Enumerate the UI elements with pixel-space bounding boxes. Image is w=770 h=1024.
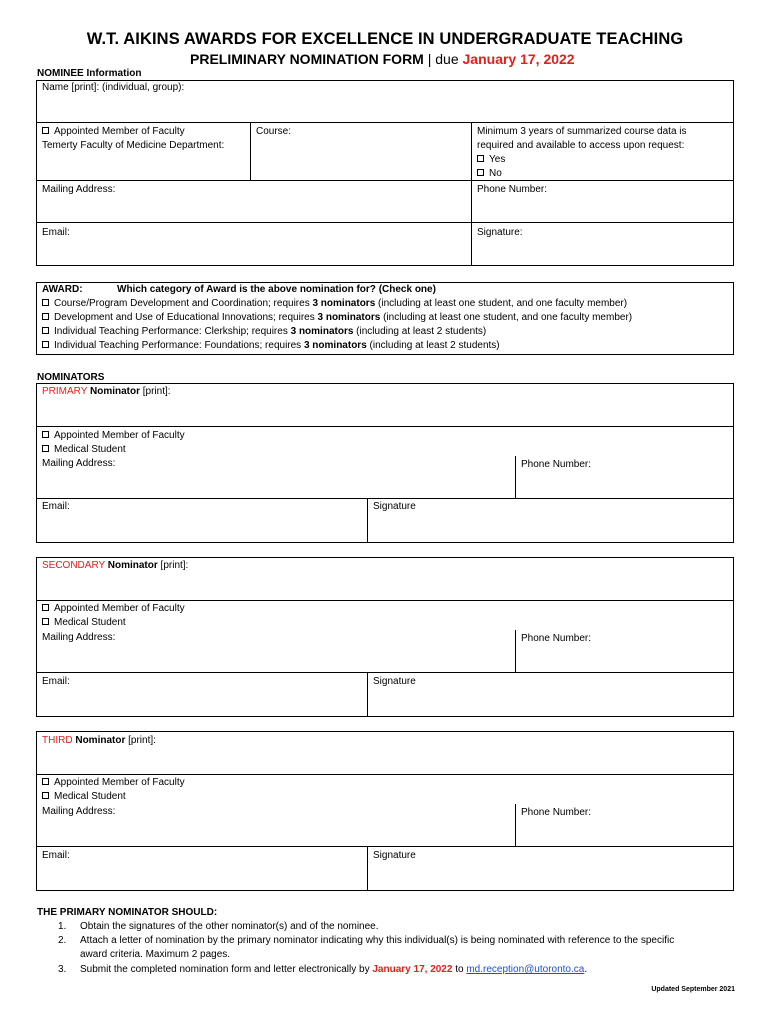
divider	[515, 456, 516, 498]
divider	[36, 846, 734, 847]
secondary-nominator-box	[36, 557, 734, 717]
divider	[36, 774, 734, 775]
checkbox-label: Medical Student	[54, 444, 126, 455]
secondary-student-checkbox[interactable]	[42, 616, 126, 630]
award-option-requirement: 3 nominators	[312, 298, 376, 309]
checkbox-icon[interactable]	[42, 445, 49, 452]
third-signature-field[interactable]: Signature	[373, 850, 416, 861]
secondary-faculty-checkbox[interactable]	[42, 602, 185, 616]
checkbox-label: Medical Student	[54, 617, 126, 628]
updated-note: Updated September 2021	[651, 986, 735, 993]
award-option-requirement: 3 nominators	[290, 326, 354, 337]
due-date: January 17, 2022	[462, 51, 575, 67]
instruction-number: 3.	[58, 964, 67, 975]
third-faculty-checkbox[interactable]	[42, 776, 185, 790]
course-data-note-2: required and available to access upon request:	[477, 140, 685, 151]
nominee-department-field[interactable]: Temerty Faculty of Medicine Department:	[42, 140, 225, 151]
checkbox-icon[interactable]	[42, 792, 49, 799]
award-option-text: Individual Teaching Performance: Foundations; requires	[54, 340, 304, 351]
instruction-item-3	[80, 963, 587, 977]
checkbox-icon[interactable]	[477, 155, 484, 162]
divider	[367, 498, 368, 543]
secondary-nominator-name-field[interactable]	[42, 559, 188, 573]
divider	[36, 180, 734, 181]
subtitle-text: PRELIMINARY NOMINATION FORM	[190, 51, 424, 67]
primary-nominator-box	[36, 383, 734, 543]
checkbox-label: No	[489, 168, 502, 179]
checkbox-icon[interactable]	[42, 431, 49, 438]
checkbox-label: Yes	[489, 154, 506, 165]
checkbox-label: Appointed Member of Faculty	[54, 603, 185, 614]
print-label: [print]:	[142, 386, 171, 397]
award-option-note: (including at least one student, and one faculty member)	[380, 312, 633, 323]
secondary-email-field[interactable]: Email:	[42, 676, 70, 687]
award-option[interactable]	[42, 325, 486, 339]
third-email-field[interactable]: Email:	[42, 850, 70, 861]
checkbox-label: Appointed Member of Faculty	[54, 126, 185, 137]
instruction-text: to	[452, 964, 467, 975]
divider	[36, 672, 734, 673]
instruction-text: .	[584, 964, 588, 975]
award-option-note: (including at least 2 students)	[353, 326, 487, 337]
checkbox-icon[interactable]	[42, 618, 49, 625]
primary-phone-field[interactable]: Phone Number:	[521, 459, 592, 470]
nominee-email-field[interactable]: Email:	[42, 227, 70, 238]
form-title: W.T. AIKINS AWARDS FOR EXCELLENCE IN UNDERGRADUATE TEACHING	[86, 30, 684, 48]
nominee-name-field[interactable]: Name [print]: (individual, group):	[42, 82, 185, 93]
deadline-date: January 17, 2022	[372, 964, 453, 975]
award-option[interactable]	[42, 339, 500, 353]
checkbox-icon[interactable]	[42, 299, 49, 306]
third-mailing-field[interactable]: Mailing Address:	[42, 806, 116, 817]
checkbox-label: Appointed Member of Faculty	[54, 777, 185, 788]
form-subtitle	[190, 51, 575, 67]
divider	[36, 122, 734, 123]
award-question: Which category of Award is the above nomination for? (Check one)	[117, 284, 436, 295]
course-data-yes-checkbox[interactable]	[477, 153, 505, 167]
nominator-label: Nominator	[75, 735, 126, 746]
nominator-label: Nominator	[107, 560, 158, 571]
divider	[515, 630, 516, 672]
divider	[515, 804, 516, 846]
checkbox-icon[interactable]	[42, 127, 49, 134]
nominee-box	[36, 80, 734, 266]
checkbox-label: Medical Student	[54, 791, 126, 802]
checkbox-icon[interactable]	[477, 169, 484, 176]
checkbox-icon[interactable]	[42, 604, 49, 611]
secondary-signature-field[interactable]: Signature	[373, 676, 416, 687]
primary-signature-field[interactable]: Signature	[373, 501, 416, 512]
divider	[367, 846, 368, 891]
primary-nominator-name-field[interactable]	[42, 385, 171, 399]
award-label: AWARD:	[42, 284, 83, 295]
print-label: [print]:	[160, 560, 189, 571]
award-option-requirement: 3 nominators	[303, 340, 367, 351]
nominators-section-label: NOMINATORS	[37, 372, 105, 383]
nominee-faculty-checkbox[interactable]	[42, 125, 185, 139]
instruction-item-2-line-2: award criteria. Maximum 2 pages.	[80, 949, 231, 960]
third-nominator-name-field[interactable]	[42, 734, 156, 748]
divider	[471, 122, 472, 266]
award-option-note: (including at least 2 students)	[366, 340, 500, 351]
subtitle-separator: | due	[423, 51, 463, 67]
third-label: THIRD	[42, 735, 73, 746]
primary-student-checkbox[interactable]	[42, 443, 126, 457]
secondary-label: SECONDARY	[42, 560, 105, 571]
instruction-item-1: Obtain the signatures of the other nominator(s) and of the nominee.	[80, 921, 379, 932]
third-nominator-box	[36, 731, 734, 891]
instruction-number: 2.	[58, 935, 67, 946]
primary-email-field[interactable]: Email:	[42, 501, 70, 512]
divider	[36, 426, 734, 427]
third-student-checkbox[interactable]	[42, 790, 126, 804]
award-option[interactable]	[42, 297, 627, 311]
checkbox-icon[interactable]	[42, 327, 49, 334]
checkbox-label: Appointed Member of Faculty	[54, 430, 185, 441]
checkbox-icon[interactable]	[42, 313, 49, 320]
primary-mailing-field[interactable]: Mailing Address:	[42, 458, 116, 469]
instruction-text: Submit the completed nomination form and letter electronically by	[80, 964, 373, 975]
divider	[367, 672, 368, 717]
award-option-text: Individual Teaching Performance: Clerkship; requires	[54, 326, 291, 337]
nominee-mailing-field[interactable]: Mailing Address:	[42, 184, 116, 195]
nominee-section-label: NOMINEE Information	[37, 68, 142, 79]
course-data-note-1: Minimum 3 years of summarized course data is	[477, 126, 687, 137]
checkbox-icon[interactable]	[42, 341, 49, 348]
award-option[interactable]	[42, 311, 632, 325]
instruction-number: 1.	[58, 921, 67, 932]
nominee-course-field[interactable]: Course:	[256, 126, 292, 137]
instruction-item-2-line-1: Attach a letter of nomination by the primary nominator indicating why this individual(s) is being nominated with reference to the specific	[80, 935, 675, 946]
divider	[36, 600, 734, 601]
secondary-mailing-field[interactable]: Mailing Address:	[42, 632, 116, 643]
nominee-phone-field[interactable]: Phone Number:	[477, 184, 548, 195]
award-option-note: (including at least one student, and one faculty member)	[375, 298, 628, 309]
secondary-phone-field[interactable]: Phone Number:	[521, 633, 592, 644]
primary-label: PRIMARY	[42, 386, 88, 397]
award-option-text: Course/Program Development and Coordination; requires	[54, 298, 313, 309]
print-label: [print]:	[128, 735, 156, 746]
divider	[36, 222, 734, 223]
award-option-requirement: 3 nominators	[317, 312, 381, 323]
divider	[36, 498, 734, 499]
primary-faculty-checkbox[interactable]	[42, 429, 185, 443]
course-data-no-checkbox[interactable]	[477, 167, 502, 181]
third-phone-field[interactable]: Phone Number:	[521, 807, 592, 818]
divider	[250, 122, 251, 180]
checkbox-icon[interactable]	[42, 778, 49, 785]
reception-email-link[interactable]: md.reception@utoronto.ca	[466, 964, 585, 975]
nominee-signature-field[interactable]: Signature:	[477, 227, 523, 238]
nominator-label: Nominator	[89, 386, 140, 397]
instructions-heading: THE PRIMARY NOMINATOR SHOULD:	[37, 907, 218, 918]
award-option-text: Development and Use of Educational Innovations; requires	[54, 312, 318, 323]
